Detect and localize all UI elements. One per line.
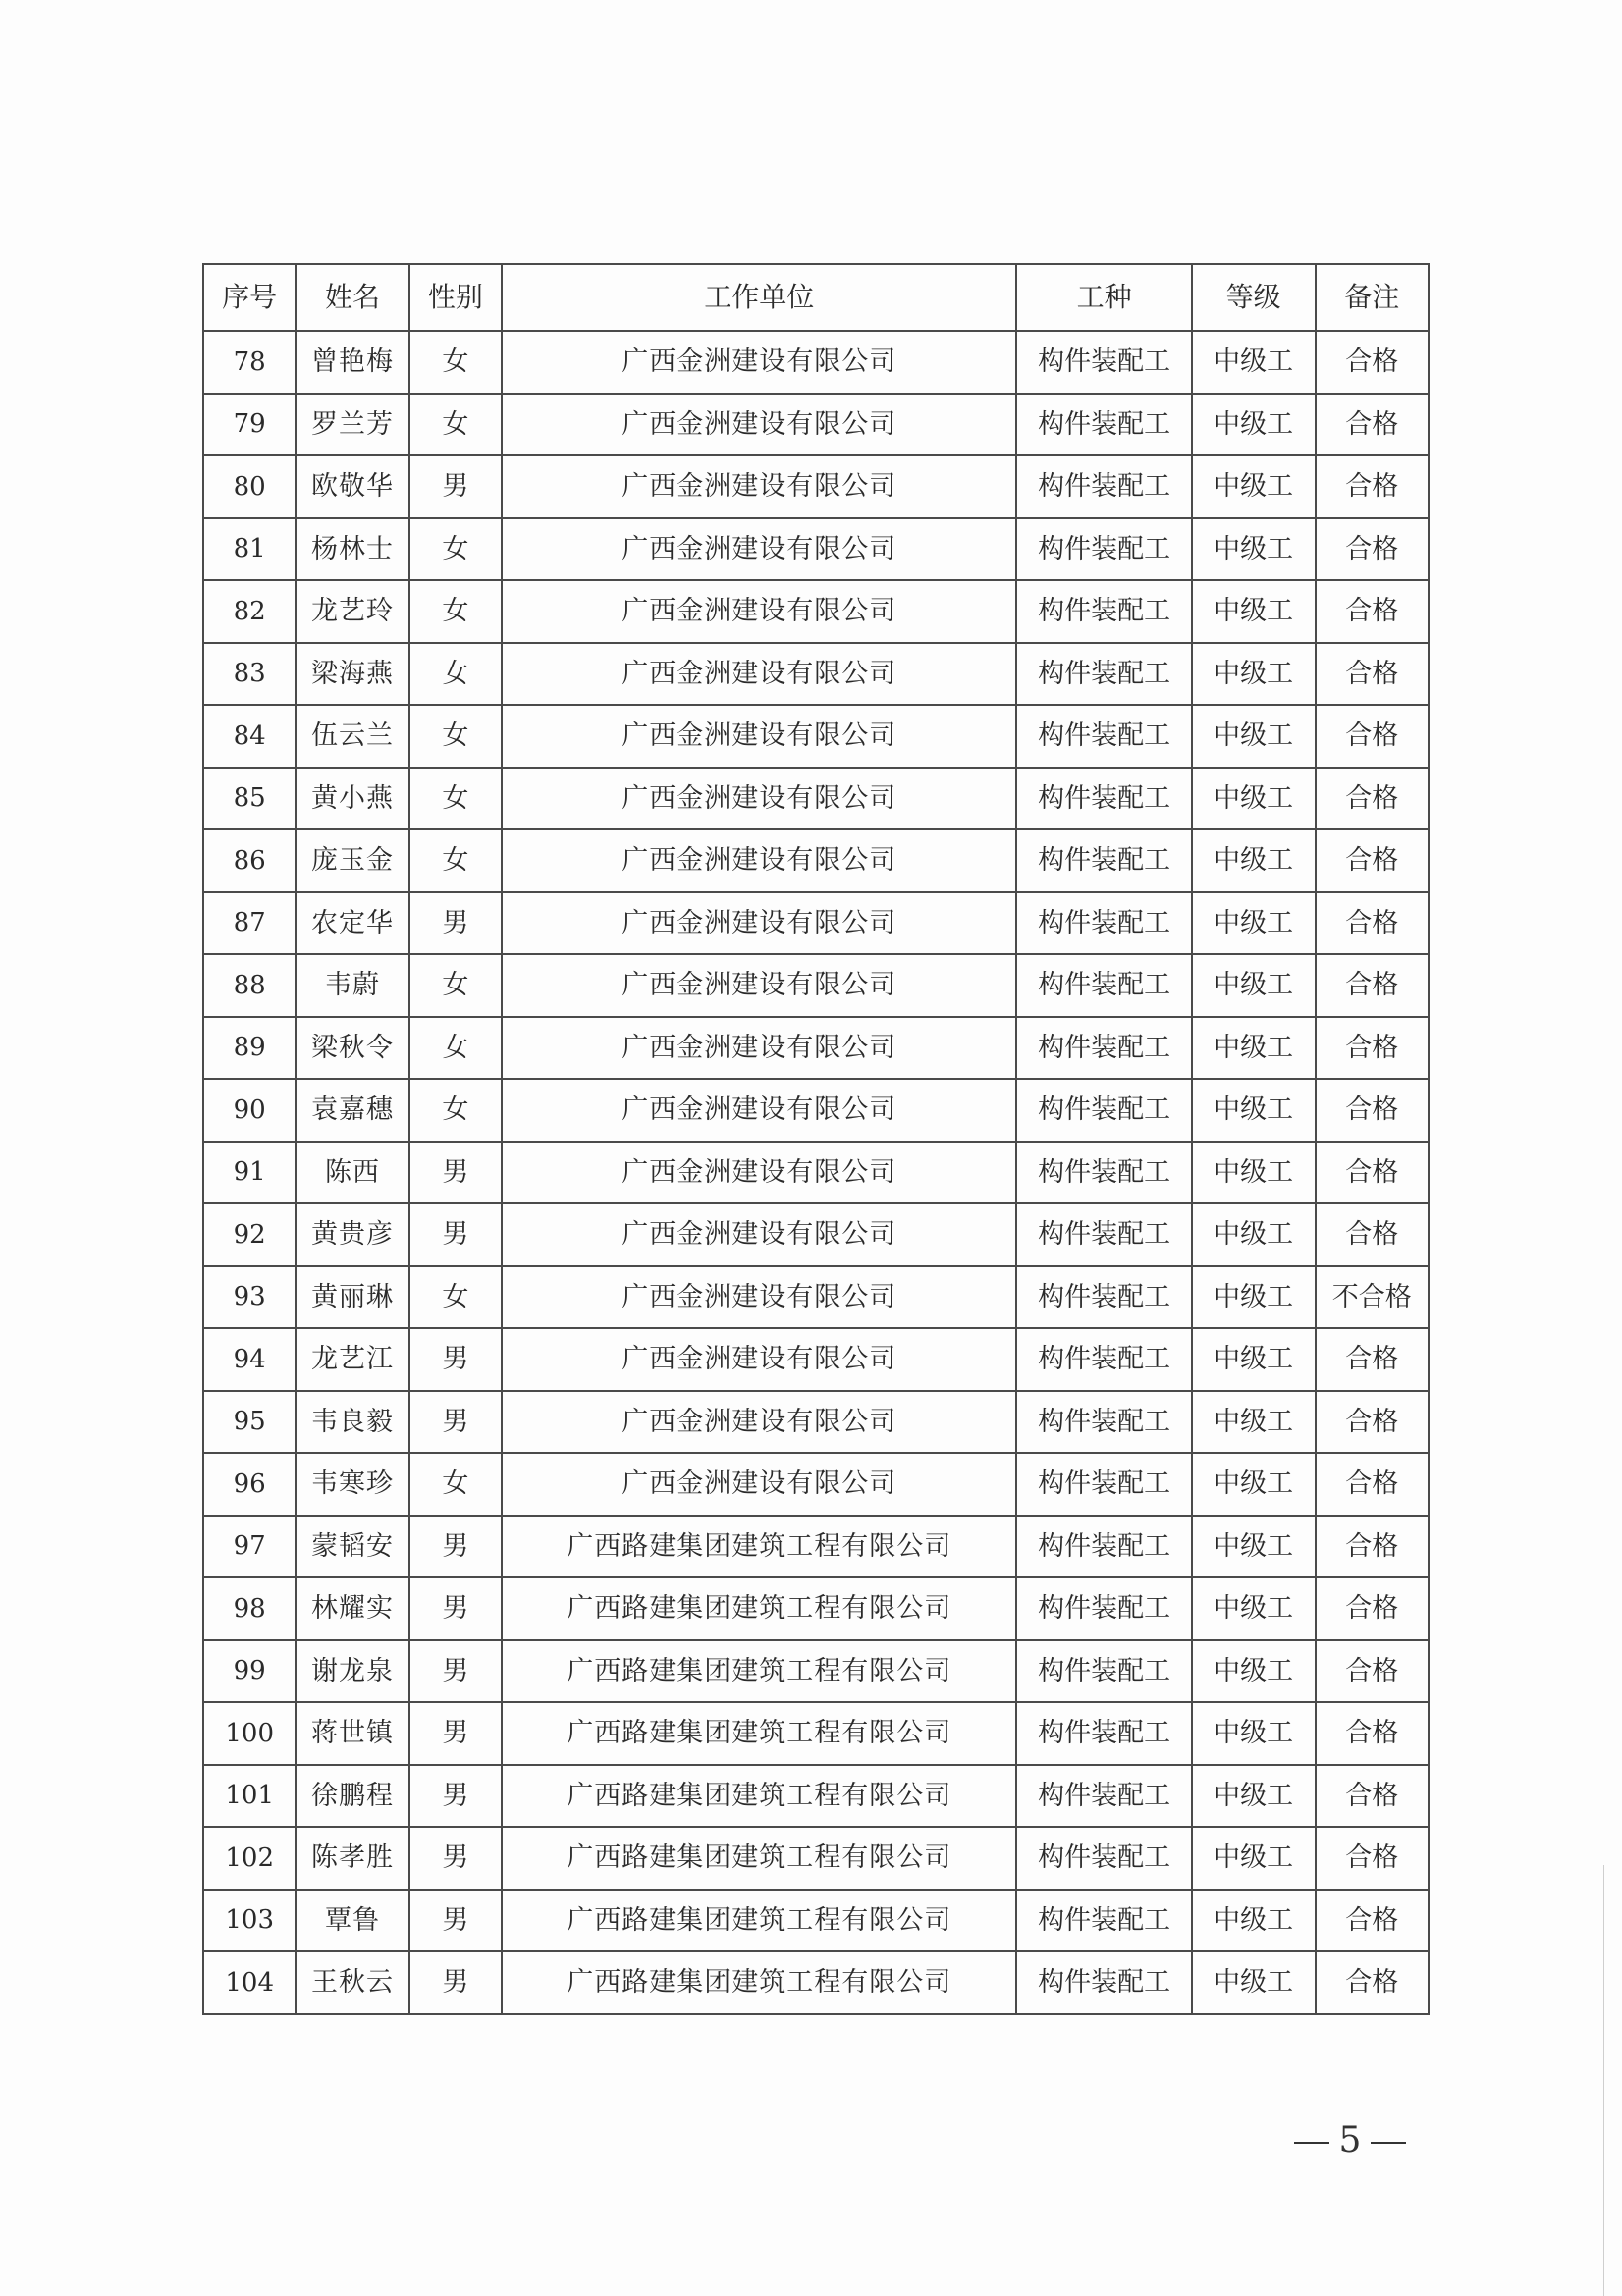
cell-level: 中级工 <box>1192 518 1316 581</box>
cell-trade: 构件装配工 <box>1016 1079 1191 1142</box>
cell-remark: 合格 <box>1316 705 1429 768</box>
cell-no: 100 <box>203 1702 296 1765</box>
cell-unit: 广西路建集团建筑工程有限公司 <box>502 1827 1016 1890</box>
cell-trade: 构件装配工 <box>1016 705 1191 768</box>
table-row <box>203 580 1429 643</box>
cell-no: 99 <box>203 1640 296 1703</box>
cell-gender: 男 <box>409 1203 502 1266</box>
cell-remark: 合格 <box>1316 580 1429 643</box>
table-row <box>203 1391 1429 1454</box>
cell-gender: 女 <box>409 1017 502 1080</box>
cell-name: 袁嘉穗 <box>296 1079 408 1142</box>
header-cell-gender: 性别 <box>409 264 502 331</box>
cell-trade: 构件装配工 <box>1016 1516 1191 1578</box>
cell-unit: 广西金洲建设有限公司 <box>502 1328 1016 1391</box>
cell-remark: 合格 <box>1316 1951 1429 2014</box>
cell-level: 中级工 <box>1192 1266 1316 1329</box>
cell-trade: 构件装配工 <box>1016 1017 1191 1080</box>
cell-remark: 合格 <box>1316 1640 1429 1703</box>
cell-gender: 女 <box>409 1266 502 1329</box>
table-row <box>203 1203 1429 1266</box>
cell-unit: 广西金洲建设有限公司 <box>502 455 1016 518</box>
cell-level: 中级工 <box>1192 829 1316 892</box>
cell-trade: 构件装配工 <box>1016 394 1191 456</box>
cell-gender: 女 <box>409 518 502 581</box>
cell-name: 农定华 <box>296 892 408 955</box>
cell-unit: 广西路建集团建筑工程有限公司 <box>502 1516 1016 1578</box>
cell-remark: 合格 <box>1316 1827 1429 1890</box>
cell-unit: 广西金洲建设有限公司 <box>502 829 1016 892</box>
cell-remark: 合格 <box>1316 1328 1429 1391</box>
table-row <box>203 1142 1429 1204</box>
cell-name: 梁秋令 <box>296 1017 408 1080</box>
cell-level: 中级工 <box>1192 1203 1316 1266</box>
cell-gender: 男 <box>409 1577 502 1640</box>
cell-level: 中级工 <box>1192 705 1316 768</box>
table-row <box>203 1266 1429 1329</box>
table-row <box>203 394 1429 456</box>
cell-unit: 广西金洲建设有限公司 <box>502 1453 1016 1516</box>
cell-no: 91 <box>203 1142 296 1204</box>
cell-trade: 构件装配工 <box>1016 829 1191 892</box>
cell-unit: 广西路建集团建筑工程有限公司 <box>502 1765 1016 1828</box>
cell-unit: 广西金洲建设有限公司 <box>502 892 1016 955</box>
cell-no: 104 <box>203 1951 296 2014</box>
cell-name: 覃鲁 <box>296 1890 408 1952</box>
cell-no: 96 <box>203 1453 296 1516</box>
cell-trade: 构件装配工 <box>1016 643 1191 706</box>
cell-unit: 广西金洲建设有限公司 <box>502 768 1016 830</box>
cell-trade: 构件装配工 <box>1016 1142 1191 1204</box>
cell-remark: 合格 <box>1316 1142 1429 1204</box>
cell-trade: 构件装配工 <box>1016 1391 1191 1454</box>
cell-gender: 男 <box>409 892 502 955</box>
cell-level: 中级工 <box>1192 1453 1316 1516</box>
cell-remark: 合格 <box>1316 1203 1429 1266</box>
cell-remark: 不合格 <box>1316 1266 1429 1329</box>
table-row <box>203 705 1429 768</box>
cell-remark: 合格 <box>1316 1453 1429 1516</box>
cell-level: 中级工 <box>1192 1702 1316 1765</box>
cell-trade: 构件装配工 <box>1016 1827 1191 1890</box>
cell-level: 中级工 <box>1192 1017 1316 1080</box>
cell-no: 86 <box>203 829 296 892</box>
cell-name: 欧敬华 <box>296 455 408 518</box>
cell-no: 83 <box>203 643 296 706</box>
cell-trade: 构件装配工 <box>1016 1890 1191 1952</box>
cell-remark: 合格 <box>1316 1702 1429 1765</box>
cell-unit: 广西金洲建设有限公司 <box>502 580 1016 643</box>
table-row <box>203 1702 1429 1765</box>
cell-no: 103 <box>203 1890 296 1952</box>
cell-level: 中级工 <box>1192 1890 1316 1952</box>
cell-name: 徐鹏程 <box>296 1765 408 1828</box>
table-row <box>203 518 1429 581</box>
cell-name: 陈西 <box>296 1142 408 1204</box>
table-row <box>203 1827 1429 1890</box>
page-number-value: 5 <box>1338 2120 1362 2161</box>
cell-trade: 构件装配工 <box>1016 1577 1191 1640</box>
cell-name: 蒙韬安 <box>296 1516 408 1578</box>
cell-unit: 广西路建集团建筑工程有限公司 <box>502 1951 1016 2014</box>
cell-name: 曾艳梅 <box>296 331 408 394</box>
cell-gender: 男 <box>409 1142 502 1204</box>
cell-level: 中级工 <box>1192 1142 1316 1204</box>
cell-trade: 构件装配工 <box>1016 892 1191 955</box>
cell-level: 中级工 <box>1192 1328 1316 1391</box>
cell-gender: 女 <box>409 705 502 768</box>
cell-name: 韦良毅 <box>296 1391 408 1454</box>
cell-level: 中级工 <box>1192 892 1316 955</box>
cell-trade: 构件装配工 <box>1016 1328 1191 1391</box>
cell-remark: 合格 <box>1316 643 1429 706</box>
cell-trade: 构件装配工 <box>1016 1765 1191 1828</box>
cell-gender: 男 <box>409 1516 502 1578</box>
cell-gender: 女 <box>409 954 502 1017</box>
cell-gender: 女 <box>409 643 502 706</box>
header-cell-trade: 工种 <box>1016 264 1191 331</box>
cell-name: 龙艺江 <box>296 1328 408 1391</box>
cell-name: 梁海燕 <box>296 643 408 706</box>
cell-unit: 广西金洲建设有限公司 <box>502 643 1016 706</box>
cell-no: 80 <box>203 455 296 518</box>
cell-remark: 合格 <box>1316 829 1429 892</box>
cell-level: 中级工 <box>1192 1577 1316 1640</box>
table-row <box>203 768 1429 830</box>
page-number-dash-right <box>1371 2142 1406 2144</box>
cell-gender: 女 <box>409 331 502 394</box>
cell-no: 79 <box>203 394 296 456</box>
cell-unit: 广西路建集团建筑工程有限公司 <box>502 1702 1016 1765</box>
cell-no: 95 <box>203 1391 296 1454</box>
table-row <box>203 455 1429 518</box>
scan-edge-line <box>1603 1865 1604 2296</box>
table-row <box>203 892 1429 955</box>
cell-name: 王秋云 <box>296 1951 408 2014</box>
header-row <box>203 264 1429 331</box>
table-header <box>203 264 1429 331</box>
cell-remark: 合格 <box>1316 1079 1429 1142</box>
cell-remark: 合格 <box>1316 1890 1429 1952</box>
cell-gender: 男 <box>409 1951 502 2014</box>
cell-trade: 构件装配工 <box>1016 768 1191 830</box>
cell-trade: 构件装配工 <box>1016 518 1191 581</box>
cell-unit: 广西金洲建设有限公司 <box>502 1266 1016 1329</box>
cell-no: 93 <box>203 1266 296 1329</box>
cell-name: 蒋世镇 <box>296 1702 408 1765</box>
cell-unit: 广西金洲建设有限公司 <box>502 954 1016 1017</box>
cell-remark: 合格 <box>1316 518 1429 581</box>
cell-remark: 合格 <box>1316 331 1429 394</box>
cell-unit: 广西路建集团建筑工程有限公司 <box>502 1890 1016 1952</box>
table-row <box>203 1765 1429 1828</box>
cell-unit: 广西金洲建设有限公司 <box>502 1391 1016 1454</box>
cell-no: 97 <box>203 1516 296 1578</box>
header-cell-level: 等级 <box>1192 264 1316 331</box>
table-row <box>203 829 1429 892</box>
header-cell-name: 姓名 <box>296 264 408 331</box>
cell-remark: 合格 <box>1316 1516 1429 1578</box>
cell-level: 中级工 <box>1192 455 1316 518</box>
cell-no: 87 <box>203 892 296 955</box>
cell-name: 谢龙泉 <box>296 1640 408 1703</box>
table-row <box>203 643 1429 706</box>
cell-remark: 合格 <box>1316 1391 1429 1454</box>
cell-unit: 广西金洲建设有限公司 <box>502 331 1016 394</box>
cell-level: 中级工 <box>1192 954 1316 1017</box>
cell-gender: 男 <box>409 1702 502 1765</box>
cell-remark: 合格 <box>1316 455 1429 518</box>
cell-trade: 构件装配工 <box>1016 455 1191 518</box>
roster-table <box>202 263 1430 2015</box>
cell-no: 98 <box>203 1577 296 1640</box>
cell-name: 韦寒珍 <box>296 1453 408 1516</box>
table-row <box>203 1079 1429 1142</box>
cell-gender: 男 <box>409 1328 502 1391</box>
table-row <box>203 1577 1429 1640</box>
cell-level: 中级工 <box>1192 1640 1316 1703</box>
cell-gender: 男 <box>409 1640 502 1703</box>
cell-no: 89 <box>203 1017 296 1080</box>
cell-no: 84 <box>203 705 296 768</box>
table-row <box>203 1328 1429 1391</box>
cell-level: 中级工 <box>1192 1391 1316 1454</box>
cell-gender: 女 <box>409 768 502 830</box>
cell-gender: 女 <box>409 829 502 892</box>
page-number <box>1276 2120 1424 2161</box>
cell-unit: 广西金洲建设有限公司 <box>502 394 1016 456</box>
cell-remark: 合格 <box>1316 892 1429 955</box>
cell-level: 中级工 <box>1192 331 1316 394</box>
table-row <box>203 1951 1429 2014</box>
cell-name: 韦蔚 <box>296 954 408 1017</box>
cell-no: 94 <box>203 1328 296 1391</box>
cell-gender: 女 <box>409 1453 502 1516</box>
cell-no: 90 <box>203 1079 296 1142</box>
cell-unit: 广西金洲建设有限公司 <box>502 1079 1016 1142</box>
cell-remark: 合格 <box>1316 1577 1429 1640</box>
cell-trade: 构件装配工 <box>1016 331 1191 394</box>
cell-level: 中级工 <box>1192 643 1316 706</box>
page-number-dash-left <box>1294 2142 1329 2144</box>
cell-name: 黄贵彦 <box>296 1203 408 1266</box>
table-row <box>203 1516 1429 1578</box>
cell-name: 龙艺玲 <box>296 580 408 643</box>
table-row <box>203 331 1429 394</box>
cell-name: 陈孝胜 <box>296 1827 408 1890</box>
cell-unit: 广西路建集团建筑工程有限公司 <box>502 1577 1016 1640</box>
cell-gender: 女 <box>409 1079 502 1142</box>
table-row <box>203 1640 1429 1703</box>
cell-trade: 构件装配工 <box>1016 1203 1191 1266</box>
cell-level: 中级工 <box>1192 1079 1316 1142</box>
cell-trade: 构件装配工 <box>1016 1640 1191 1703</box>
cell-level: 中级工 <box>1192 1765 1316 1828</box>
cell-name: 伍云兰 <box>296 705 408 768</box>
header-cell-unit: 工作单位 <box>502 264 1016 331</box>
cell-no: 101 <box>203 1765 296 1828</box>
cell-remark: 合格 <box>1316 768 1429 830</box>
cell-gender: 男 <box>409 1765 502 1828</box>
table-row <box>203 1017 1429 1080</box>
cell-level: 中级工 <box>1192 768 1316 830</box>
cell-gender: 男 <box>409 455 502 518</box>
cell-remark: 合格 <box>1316 394 1429 456</box>
cell-name: 黄丽琳 <box>296 1266 408 1329</box>
cell-unit: 广西金洲建设有限公司 <box>502 1203 1016 1266</box>
cell-no: 85 <box>203 768 296 830</box>
cell-trade: 构件装配工 <box>1016 580 1191 643</box>
cell-gender: 男 <box>409 1827 502 1890</box>
cell-unit: 广西金洲建设有限公司 <box>502 1142 1016 1204</box>
cell-name: 林耀实 <box>296 1577 408 1640</box>
cell-trade: 构件装配工 <box>1016 954 1191 1017</box>
cell-trade: 构件装配工 <box>1016 1266 1191 1329</box>
cell-gender: 女 <box>409 394 502 456</box>
cell-trade: 构件装配工 <box>1016 1453 1191 1516</box>
cell-unit: 广西金洲建设有限公司 <box>502 1017 1016 1080</box>
cell-no: 81 <box>203 518 296 581</box>
cell-unit: 广西金洲建设有限公司 <box>502 705 1016 768</box>
cell-name: 罗兰芳 <box>296 394 408 456</box>
cell-unit: 广西路建集团建筑工程有限公司 <box>502 1640 1016 1703</box>
cell-remark: 合格 <box>1316 1017 1429 1080</box>
cell-level: 中级工 <box>1192 394 1316 456</box>
cell-level: 中级工 <box>1192 1951 1316 2014</box>
cell-no: 82 <box>203 580 296 643</box>
cell-no: 88 <box>203 954 296 1017</box>
table-row <box>203 954 1429 1017</box>
cell-no: 78 <box>203 331 296 394</box>
cell-no: 92 <box>203 1203 296 1266</box>
cell-remark: 合格 <box>1316 1765 1429 1828</box>
table-row <box>203 1890 1429 1952</box>
cell-level: 中级工 <box>1192 1827 1316 1890</box>
cell-trade: 构件装配工 <box>1016 1951 1191 2014</box>
cell-name: 黄小燕 <box>296 768 408 830</box>
cell-unit: 广西金洲建设有限公司 <box>502 518 1016 581</box>
cell-remark: 合格 <box>1316 954 1429 1017</box>
cell-trade: 构件装配工 <box>1016 1702 1191 1765</box>
cell-level: 中级工 <box>1192 580 1316 643</box>
header-cell-no: 序号 <box>203 264 296 331</box>
cell-level: 中级工 <box>1192 1516 1316 1578</box>
table-body <box>203 331 1429 2014</box>
cell-no: 102 <box>203 1827 296 1890</box>
cell-gender: 男 <box>409 1391 502 1454</box>
cell-gender: 女 <box>409 580 502 643</box>
cell-gender: 男 <box>409 1890 502 1952</box>
cell-name: 庞玉金 <box>296 829 408 892</box>
header-cell-remark: 备注 <box>1316 264 1429 331</box>
cell-name: 杨林士 <box>296 518 408 581</box>
table-row <box>203 1453 1429 1516</box>
